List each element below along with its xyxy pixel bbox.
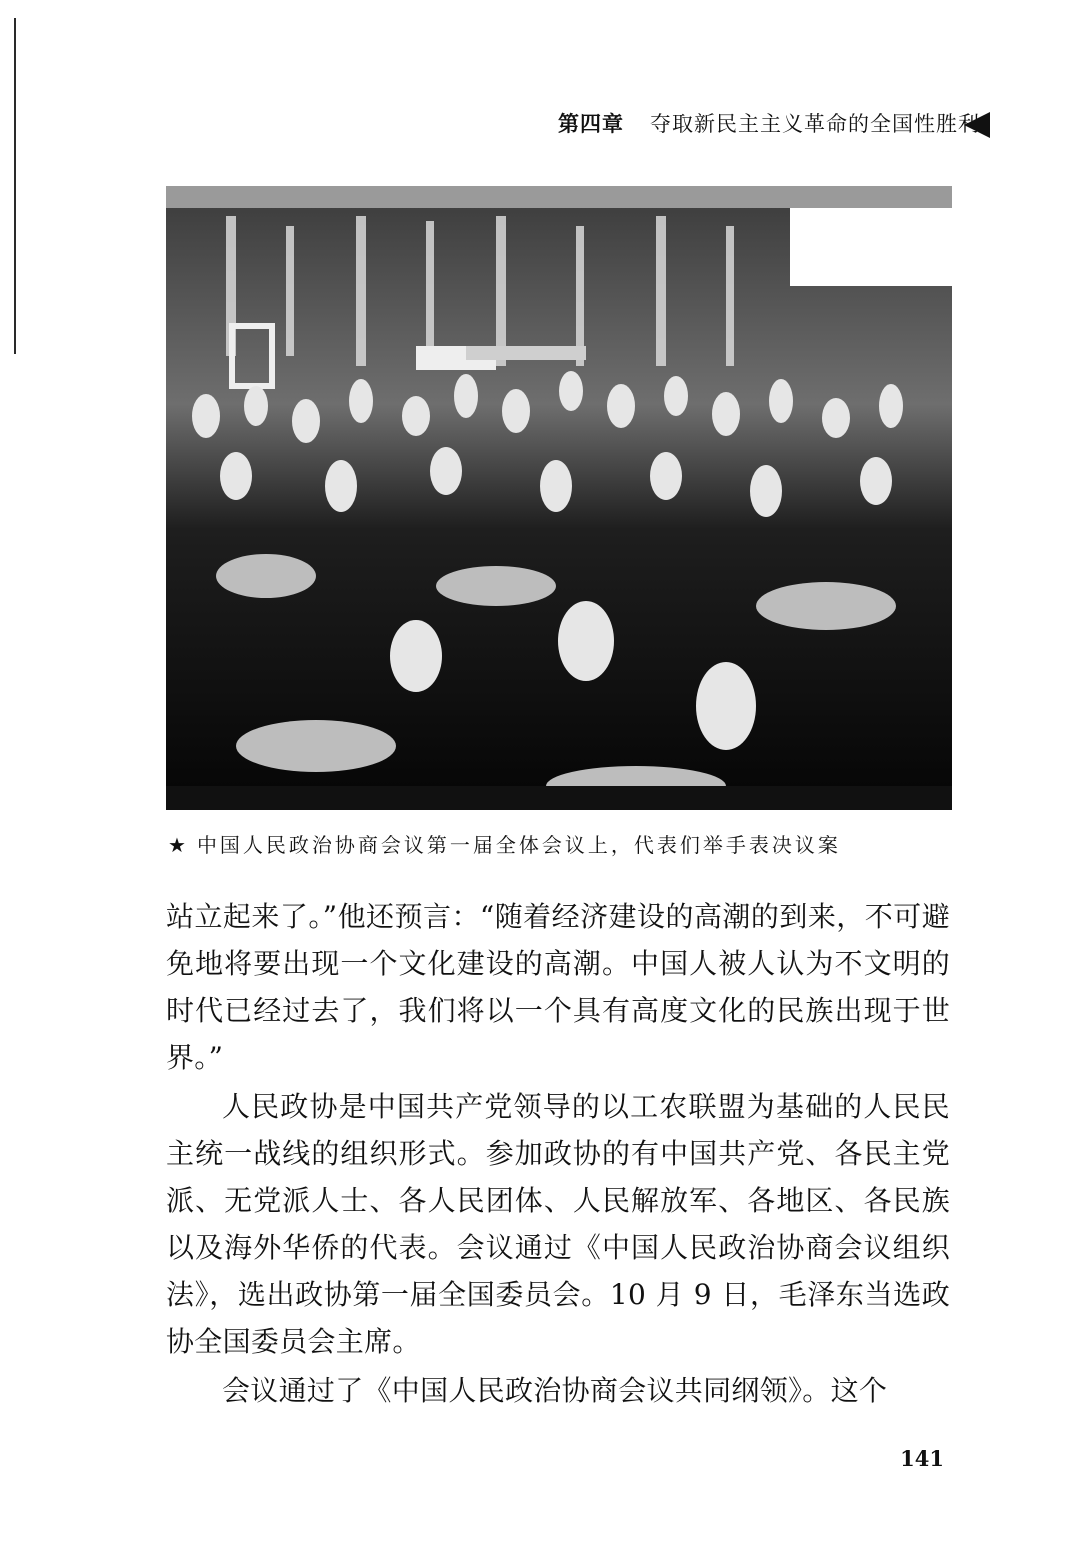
running-header — [558, 108, 980, 138]
star-icon: ★ — [168, 833, 189, 857]
paragraph: 会议通过了《中国人民政治协商会议共同纲领》。这个 — [222, 1374, 888, 1407]
paragraph: 人民政协是中国共产党领导的以工农联盟为基础的人民民主统一战线的组织形式。参加政协的有中国共产党、各民主党派、无党派人士、各人民团体、人民解放军、各地区、各民族以及海外华侨的代表。会议通过《中国人民政治协商会议组织法》，选出政协第一届全国委员会。10 月 9 日，毛泽东当选政协全国委员会主席。 — [166, 1090, 950, 1358]
meeting-photo — [166, 186, 952, 810]
caption-text: 中国人民政治协商会议第一届全体会议上，代表们举手表决议案 — [196, 833, 841, 857]
figure-caption — [168, 829, 841, 858]
page-number: 141 — [900, 1446, 944, 1471]
chapter-title: 夺取新民主主义革命的全国性胜利 — [650, 112, 980, 136]
delegates-voting-photo-illustration — [166, 186, 952, 810]
body-text — [166, 893, 950, 1414]
left-triangle-icon — [964, 112, 990, 138]
paragraph: 站立起来了。”他还预言：“随着经济建设的高潮的到来，不可避免地将要出现一个文化建设的高潮。中国人被人认为不文明的时代已经过去了，我们将以一个具有高度文化的民族出现于世界。” — [166, 900, 950, 1074]
chapter-label: 第四章 — [558, 112, 624, 136]
page-edge-rule — [14, 18, 16, 354]
